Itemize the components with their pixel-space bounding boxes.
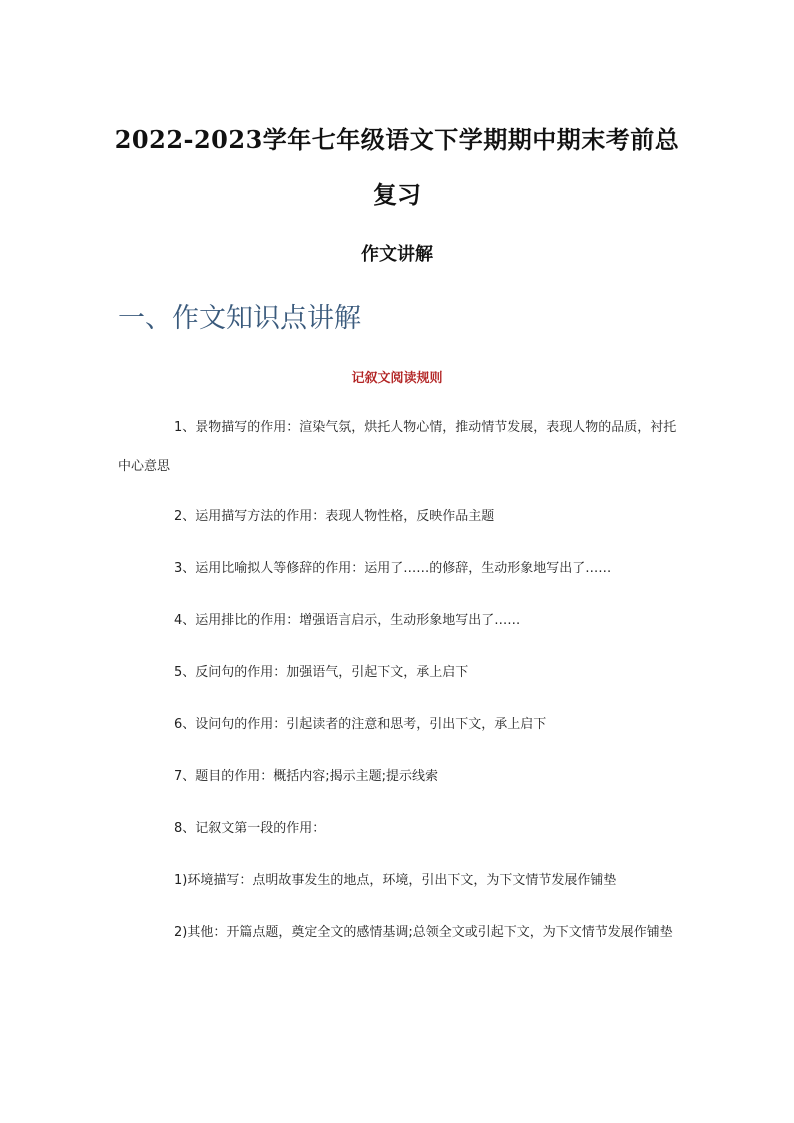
list-item: 6、设问句的作用：引起读者的注意和思考，引出下文，承上启下 <box>174 717 547 732</box>
list-item: 3、运用比喻拟人等修辞的作用：运用了……的修辞，生动形象地写出了…… <box>174 561 612 576</box>
list-item: 1、景物描写的作用：渲染气氛，烘托人物心情，推动情节发展，表现人物的品质，衬托中心意思 <box>118 420 677 474</box>
list-item: 4、运用排比的作用：增强语言启示，生动形象地写出了…… <box>174 613 521 628</box>
section-heading: 一、作文知识点讲解 <box>118 303 361 334</box>
list-item: 2、运用描写方法的作用：表现人物性格，反映作品主题 <box>174 509 495 524</box>
list-item: 1)环境描写：点明故事发生的地点，环境，引出下文，为下文情节发展作铺垫 <box>174 873 617 888</box>
document-title-line-1: 2022-2023学年七年级语文下学期期中期末考前总 <box>114 125 680 154</box>
narrative-rules-heading: 记叙文阅读规则 <box>351 371 443 386</box>
list-item: 2)其他：开篇点题，奠定全文的感情基调;总领全文或引起下文，为下文情节发展作铺垫 <box>174 925 673 940</box>
list-item: 7、题目的作用：概括内容;揭示主题;提示线索 <box>174 769 439 784</box>
list-item: 8、记叙文第一段的作用： <box>174 821 326 836</box>
document-title-line-2: 复习 <box>373 180 421 209</box>
list-item: 5、反问句的作用：加强语气，引起下文，承上启下 <box>174 665 469 680</box>
document-subtitle: 作文讲解 <box>361 244 433 265</box>
